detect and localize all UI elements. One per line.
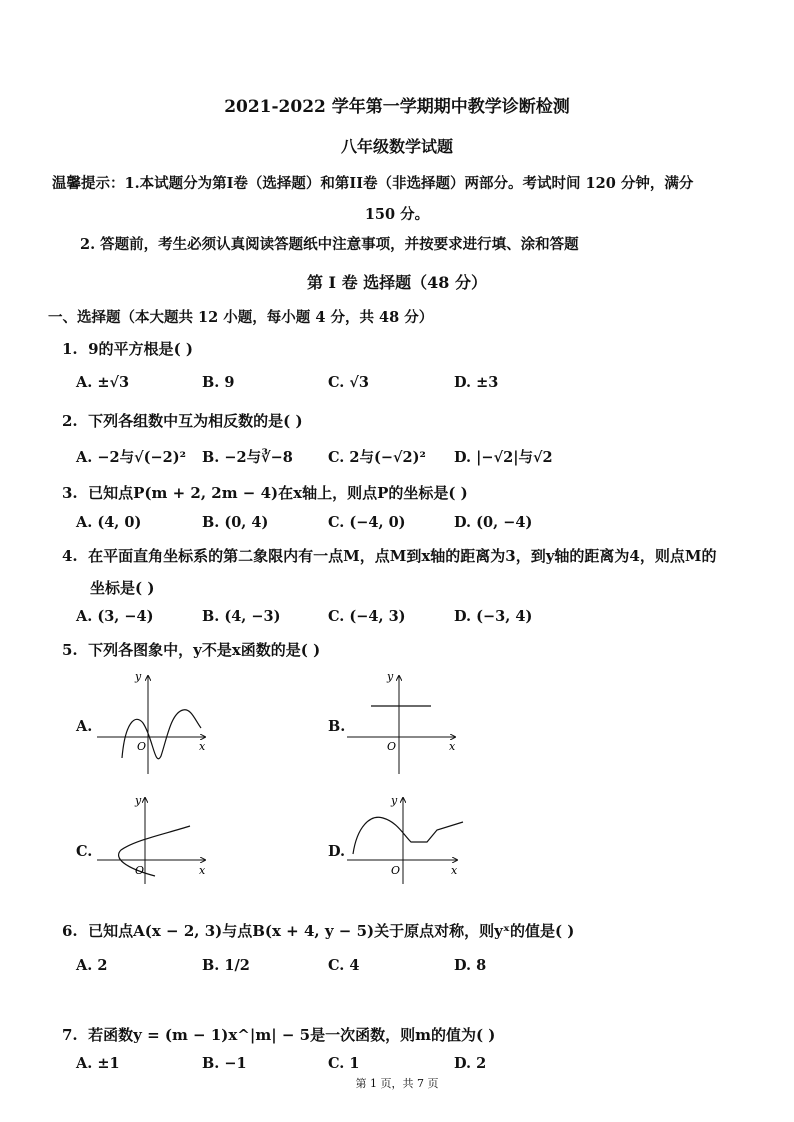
graph-d-x-label: x: [451, 864, 458, 877]
graph-b-origin: O: [387, 740, 397, 753]
notice-line-2: 150 分。: [364, 206, 430, 223]
question-5: 5. 下列各图象中，y不是x函数的是( ): [62, 641, 321, 659]
graph-b-y-label: y: [387, 670, 394, 683]
graph-a-x-label: x: [199, 740, 206, 753]
q5-option-d: D.: [328, 843, 346, 860]
q1-option-b: B. 9: [202, 374, 235, 391]
graph-b-x-label: x: [449, 740, 456, 753]
q3-option-c: C. (−4, 0): [328, 514, 406, 531]
graph-c-x-label: x: [199, 864, 206, 877]
exam-title: 2021-2022 学年第一学期期中教学诊断检测: [224, 97, 570, 117]
graph-c-origin: O: [135, 864, 145, 877]
q2-option-b: B. −2与∛−8: [202, 449, 293, 466]
q7-option-d: D. 2: [454, 1055, 487, 1072]
q6-option-a: A. 2: [76, 957, 108, 974]
q3-option-d: D. (0, −4): [454, 514, 533, 531]
exam-subtitle: 八年级数学试题: [340, 137, 453, 156]
section-title: 第 Ⅰ 卷 选择题（48 分）: [306, 273, 488, 292]
graph-a-y-label: y: [135, 670, 142, 683]
question-3: 3. 已知点P(m + 2, 2m − 4)在x轴上，则点P的坐标是( ): [62, 484, 468, 502]
q3-option-a: A. (4, 0): [76, 514, 142, 531]
graph-b: [345, 668, 465, 778]
page-footer: 第 1 页，共 7 页: [355, 1077, 439, 1090]
section-heading: 一、选择题（本大题共 12 小题，每小题 4 分，共 48 分）: [48, 309, 434, 326]
q1-option-c: C. √3: [328, 374, 370, 391]
question-7: 7. 若函数y = (m − 1)x^|m| − 5是一次函数，则m的值为( ): [62, 1026, 496, 1044]
q6-option-b: B. 1/2: [202, 957, 250, 974]
q2-option-d: D. |−√2|与√2: [454, 449, 553, 466]
question-4-cont: 坐标是( ): [90, 579, 155, 597]
q2-option-a: A. −2与√(−2)²: [76, 449, 186, 466]
graph-a: [95, 668, 215, 778]
graph-d-y-label: y: [391, 794, 398, 807]
q5-option-b: B.: [328, 718, 346, 735]
q6-option-d: D. 8: [454, 957, 487, 974]
q5-option-a: A.: [76, 718, 93, 735]
q7-option-a: A. ±1: [76, 1055, 120, 1072]
notice-line-1: 温馨提示：1.本试题分为第I卷（选择题）和第II卷（非选择题）两部分。考试时间 120 分钟，满分: [52, 175, 694, 192]
graph-a-origin: O: [137, 740, 147, 753]
notice-line-3: 2. 答题前，考生必须认真阅读答题纸中注意事项，并按要求进行填、涂和答题: [80, 236, 579, 253]
question-6: 6. 已知点A(x − 2, 3)与点B(x + 4, y − 5)关于原点对称，则yˣ的值是( ): [62, 922, 575, 940]
q4-option-d: D. (−3, 4): [454, 608, 533, 625]
q4-option-b: B. (4, −3): [202, 608, 281, 625]
q2-option-c: C. 2与(−√2)²: [328, 449, 426, 466]
q7-option-c: C. 1: [328, 1055, 360, 1072]
q1-option-a: A. ±√3: [76, 374, 130, 391]
q4-option-c: C. (−4, 3): [328, 608, 406, 625]
graph-c-y-label: y: [135, 794, 142, 807]
question-4: 4. 在平面直角坐标系的第二象限内有一点M，点M到x轴的距离为3，到y轴的距离为4，则点M的: [62, 547, 717, 565]
graph-d-origin: O: [391, 864, 401, 877]
q6-option-c: C. 4: [328, 957, 360, 974]
q4-option-a: A. (3, −4): [76, 608, 154, 625]
graph-d: [345, 792, 470, 887]
graph-c: [95, 792, 215, 887]
q7-option-b: B. −1: [202, 1055, 247, 1072]
question-2: 2. 下列各组数中互为相反数的是( ): [62, 412, 303, 430]
q1-option-d: D. ±3: [454, 374, 499, 391]
question-1: 1. 9的平方根是( ): [62, 340, 193, 358]
q3-option-b: B. (0, 4): [202, 514, 269, 531]
q5-option-c: C.: [76, 843, 93, 860]
